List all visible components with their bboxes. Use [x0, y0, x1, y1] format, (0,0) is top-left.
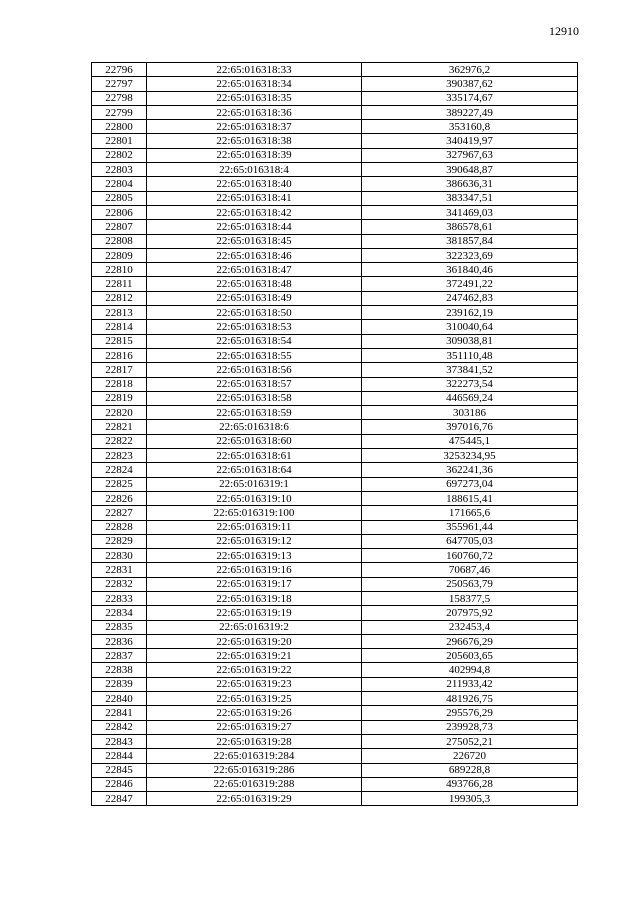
cadastral-number-cell: 22:65:016319:284	[147, 749, 362, 763]
row-number-cell: 22817	[92, 363, 147, 377]
cadastral-number-cell: 22:65:016318:45	[147, 234, 362, 248]
cadastral-value-cell: 327967,63	[362, 148, 578, 162]
cadastral-number-cell: 22:65:016319:25	[147, 692, 362, 706]
cadastral-number-cell: 22:65:016318:48	[147, 277, 362, 291]
row-number-cell: 22842	[92, 720, 147, 734]
cadastral-value-cell: 247462,83	[362, 291, 578, 305]
table-row	[92, 63, 578, 77]
table-row	[92, 692, 578, 706]
row-number-cell: 22838	[92, 663, 147, 677]
cadastral-value-cell: 361840,46	[362, 263, 578, 277]
table-row	[92, 91, 578, 105]
cadastral-number-cell: 22:65:016318:61	[147, 449, 362, 463]
cadastral-value-table	[91, 62, 578, 806]
cadastral-number-cell: 22:65:016319:20	[147, 634, 362, 648]
table-row	[92, 763, 578, 777]
cadastral-value-cell: 341469,03	[362, 205, 578, 219]
row-number-cell: 22844	[92, 749, 147, 763]
table-row	[92, 606, 578, 620]
cadastral-number-cell: 22:65:016319:2	[147, 620, 362, 634]
cadastral-value-cell: 373841,52	[362, 363, 578, 377]
table-row	[92, 77, 578, 91]
row-number-cell: 22818	[92, 377, 147, 391]
table-row	[92, 134, 578, 148]
cadastral-number-cell: 22:65:016319:16	[147, 563, 362, 577]
row-number-cell: 22808	[92, 234, 147, 248]
row-number-cell: 22797	[92, 77, 147, 91]
row-number-cell: 22832	[92, 577, 147, 591]
table-row	[92, 148, 578, 162]
table-row	[92, 420, 578, 434]
cadastral-number-cell: 22:65:016319:23	[147, 677, 362, 691]
table-row	[92, 677, 578, 691]
cadastral-value-cell: 309038,81	[362, 334, 578, 348]
cadastral-number-cell: 22:65:016319:17	[147, 577, 362, 591]
cadastral-value-cell: 199305,3	[362, 792, 578, 806]
table-row	[92, 177, 578, 191]
cadastral-value-cell: 362976,2	[362, 63, 578, 77]
cadastral-value-cell: 386636,31	[362, 177, 578, 191]
cadastral-number-cell: 22:65:016319:18	[147, 591, 362, 605]
cadastral-value-cell: 362241,36	[362, 463, 578, 477]
cadastral-value-cell: 171665,6	[362, 506, 578, 520]
cadastral-number-cell: 22:65:016319:11	[147, 520, 362, 534]
cadastral-value-cell: 205603,65	[362, 649, 578, 663]
cadastral-number-cell: 22:65:016319:28	[147, 734, 362, 748]
page-number: 12910	[549, 24, 579, 38]
row-number-cell: 22804	[92, 177, 147, 191]
cadastral-number-cell: 22:65:016319:288	[147, 777, 362, 791]
row-number-cell: 22825	[92, 477, 147, 491]
row-number-cell: 22837	[92, 649, 147, 663]
row-number-cell: 22802	[92, 148, 147, 162]
cadastral-value-cell: 295576,29	[362, 706, 578, 720]
table-row	[92, 163, 578, 177]
row-number-cell: 22820	[92, 406, 147, 420]
table-row	[92, 105, 578, 119]
table-row	[92, 334, 578, 348]
cadastral-number-cell: 22:65:016318:40	[147, 177, 362, 191]
cadastral-number-cell: 22:65:016318:37	[147, 120, 362, 134]
table-row	[92, 377, 578, 391]
row-number-cell: 22813	[92, 306, 147, 320]
cadastral-number-cell: 22:65:016318:53	[147, 320, 362, 334]
table-row	[92, 734, 578, 748]
cadastral-number-cell: 22:65:016318:57	[147, 377, 362, 391]
cadastral-value-cell: 493766,28	[362, 777, 578, 791]
table-row	[92, 620, 578, 634]
cadastral-value-cell: 310040,64	[362, 320, 578, 334]
table-row	[92, 391, 578, 405]
cadastral-value-cell: 475445,1	[362, 434, 578, 448]
table-row	[92, 777, 578, 791]
cadastral-value-cell: 389227,49	[362, 105, 578, 119]
row-number-cell: 22846	[92, 777, 147, 791]
table-row	[92, 463, 578, 477]
table-row	[92, 120, 578, 134]
row-number-cell: 22798	[92, 91, 147, 105]
row-number-cell: 22812	[92, 291, 147, 305]
table-row	[92, 263, 578, 277]
row-number-cell: 22809	[92, 248, 147, 262]
table-row	[92, 449, 578, 463]
cadastral-number-cell: 22:65:016319:27	[147, 720, 362, 734]
row-number-cell: 22805	[92, 191, 147, 205]
cadastral-number-cell: 22:65:016318:36	[147, 105, 362, 119]
row-number-cell: 22831	[92, 563, 147, 577]
table-row	[92, 577, 578, 591]
row-number-cell: 22800	[92, 120, 147, 134]
row-number-cell: 22839	[92, 677, 147, 691]
cadastral-value-cell: 481926,75	[362, 692, 578, 706]
cadastral-number-cell: 22:65:016318:47	[147, 263, 362, 277]
row-number-cell: 22796	[92, 63, 147, 77]
row-number-cell: 22830	[92, 549, 147, 563]
table-body	[92, 63, 578, 806]
cadastral-value-cell: 160760,72	[362, 549, 578, 563]
cadastral-value-cell: 226720	[362, 749, 578, 763]
cadastral-number-cell: 22:65:016318:60	[147, 434, 362, 448]
cadastral-value-cell: 647705,03	[362, 534, 578, 548]
row-number-cell: 22814	[92, 320, 147, 334]
cadastral-value-cell: 3253234,95	[362, 449, 578, 463]
cadastral-number-cell: 22:65:016318:41	[147, 191, 362, 205]
cadastral-number-cell: 22:65:016318:49	[147, 291, 362, 305]
row-number-cell: 22836	[92, 634, 147, 648]
cadastral-number-cell: 22:65:016319:1	[147, 477, 362, 491]
table-row	[92, 234, 578, 248]
row-number-cell: 22824	[92, 463, 147, 477]
cadastral-value-cell: 296676,29	[362, 634, 578, 648]
cadastral-value-cell: 351110,48	[362, 348, 578, 362]
cadastral-value-cell: 275052,21	[362, 734, 578, 748]
row-number-cell: 22826	[92, 491, 147, 505]
table-row	[92, 634, 578, 648]
cadastral-number-cell: 22:65:016319:13	[147, 549, 362, 563]
cadastral-value-cell: 250563,79	[362, 577, 578, 591]
cadastral-value-cell: 353160,8	[362, 120, 578, 134]
cadastral-value-cell: 211933,42	[362, 677, 578, 691]
cadastral-number-cell: 22:65:016318:42	[147, 205, 362, 219]
table-row	[92, 534, 578, 548]
table-row	[92, 706, 578, 720]
table-row	[92, 406, 578, 420]
cadastral-number-cell: 22:65:016318:58	[147, 391, 362, 405]
row-number-cell: 22807	[92, 220, 147, 234]
cadastral-number-cell: 22:65:016319:22	[147, 663, 362, 677]
table-row	[92, 520, 578, 534]
cadastral-value-cell: 232453,4	[362, 620, 578, 634]
table-row	[92, 191, 578, 205]
table-row	[92, 663, 578, 677]
row-number-cell: 22806	[92, 205, 147, 219]
cadastral-number-cell: 22:65:016319:26	[147, 706, 362, 720]
cadastral-value-cell: 697273,04	[362, 477, 578, 491]
row-number-cell: 22833	[92, 591, 147, 605]
cadastral-value-cell: 188615,41	[362, 491, 578, 505]
table-row	[92, 348, 578, 362]
table-row	[92, 248, 578, 262]
row-number-cell: 22816	[92, 348, 147, 362]
row-number-cell: 22822	[92, 434, 147, 448]
table-row	[92, 749, 578, 763]
row-number-cell: 22834	[92, 606, 147, 620]
table-row	[92, 477, 578, 491]
cadastral-value-cell: 446569,24	[362, 391, 578, 405]
cadastral-number-cell: 22:65:016318:54	[147, 334, 362, 348]
row-number-cell: 22801	[92, 134, 147, 148]
cadastral-number-cell: 22:65:016318:39	[147, 148, 362, 162]
cadastral-value-cell: 70687,46	[362, 563, 578, 577]
table-row	[92, 591, 578, 605]
cadastral-value-cell: 207975,92	[362, 606, 578, 620]
table-row	[92, 220, 578, 234]
row-number-cell: 22827	[92, 506, 147, 520]
cadastral-number-cell: 22:65:016319:29	[147, 792, 362, 806]
table-row	[92, 649, 578, 663]
row-number-cell: 22803	[92, 163, 147, 177]
row-number-cell: 22847	[92, 792, 147, 806]
row-number-cell: 22828	[92, 520, 147, 534]
table-row	[92, 277, 578, 291]
table-row	[92, 491, 578, 505]
table-row	[92, 563, 578, 577]
cadastral-value-cell: 239162,19	[362, 306, 578, 320]
row-number-cell: 22799	[92, 105, 147, 119]
cadastral-number-cell: 22:65:016319:286	[147, 763, 362, 777]
cadastral-number-cell: 22:65:016318:35	[147, 91, 362, 105]
cadastral-value-cell: 372491,22	[362, 277, 578, 291]
table-row	[92, 792, 578, 806]
cadastral-value-cell: 158377,5	[362, 591, 578, 605]
row-number-cell: 22821	[92, 420, 147, 434]
cadastral-value-cell: 390387,62	[362, 77, 578, 91]
table-row	[92, 205, 578, 219]
row-number-cell: 22823	[92, 449, 147, 463]
cadastral-number-cell: 22:65:016319:10	[147, 491, 362, 505]
cadastral-value-cell: 303186	[362, 406, 578, 420]
table-row	[92, 363, 578, 377]
cadastral-number-cell: 22:65:016318:59	[147, 406, 362, 420]
cadastral-number-cell: 22:65:016318:33	[147, 63, 362, 77]
cadastral-value-cell: 397016,76	[362, 420, 578, 434]
cadastral-value-cell: 689228,8	[362, 763, 578, 777]
cadastral-value-cell: 340419,97	[362, 134, 578, 148]
cadastral-value-cell: 322273,54	[362, 377, 578, 391]
cadastral-number-cell: 22:65:016318:34	[147, 77, 362, 91]
cadastral-value-cell: 355961,44	[362, 520, 578, 534]
row-number-cell: 22835	[92, 620, 147, 634]
table-row	[92, 306, 578, 320]
cadastral-value-cell: 402994,8	[362, 663, 578, 677]
cadastral-value-cell: 383347,51	[362, 191, 578, 205]
cadastral-number-cell: 22:65:016318:55	[147, 348, 362, 362]
cadastral-number-cell: 22:65:016319:100	[147, 506, 362, 520]
cadastral-value-cell: 386578,61	[362, 220, 578, 234]
table-row	[92, 291, 578, 305]
cadastral-number-cell: 22:65:016318:50	[147, 306, 362, 320]
cadastral-number-cell: 22:65:016318:56	[147, 363, 362, 377]
table-row	[92, 320, 578, 334]
table-row	[92, 720, 578, 734]
cadastral-value-cell: 322323,69	[362, 248, 578, 262]
table-row	[92, 506, 578, 520]
row-number-cell: 22819	[92, 391, 147, 405]
table-row	[92, 549, 578, 563]
cadastral-value-cell: 390648,87	[362, 163, 578, 177]
cadastral-number-cell: 22:65:016319:19	[147, 606, 362, 620]
cadastral-number-cell: 22:65:016318:44	[147, 220, 362, 234]
cadastral-value-cell: 335174,67	[362, 91, 578, 105]
cadastral-number-cell: 22:65:016318:4	[147, 163, 362, 177]
row-number-cell: 22829	[92, 534, 147, 548]
row-number-cell: 22811	[92, 277, 147, 291]
cadastral-value-cell: 239928,73	[362, 720, 578, 734]
row-number-cell: 22810	[92, 263, 147, 277]
row-number-cell: 22843	[92, 734, 147, 748]
cadastral-number-cell: 22:65:016318:46	[147, 248, 362, 262]
cadastral-number-cell: 22:65:016318:38	[147, 134, 362, 148]
row-number-cell: 22840	[92, 692, 147, 706]
cadastral-number-cell: 22:65:016318:64	[147, 463, 362, 477]
cadastral-number-cell: 22:65:016318:6	[147, 420, 362, 434]
row-number-cell: 22845	[92, 763, 147, 777]
row-number-cell: 22815	[92, 334, 147, 348]
cadastral-number-cell: 22:65:016319:21	[147, 649, 362, 663]
cadastral-number-cell: 22:65:016319:12	[147, 534, 362, 548]
table-row	[92, 434, 578, 448]
cadastral-value-cell: 381857,84	[362, 234, 578, 248]
row-number-cell: 22841	[92, 706, 147, 720]
